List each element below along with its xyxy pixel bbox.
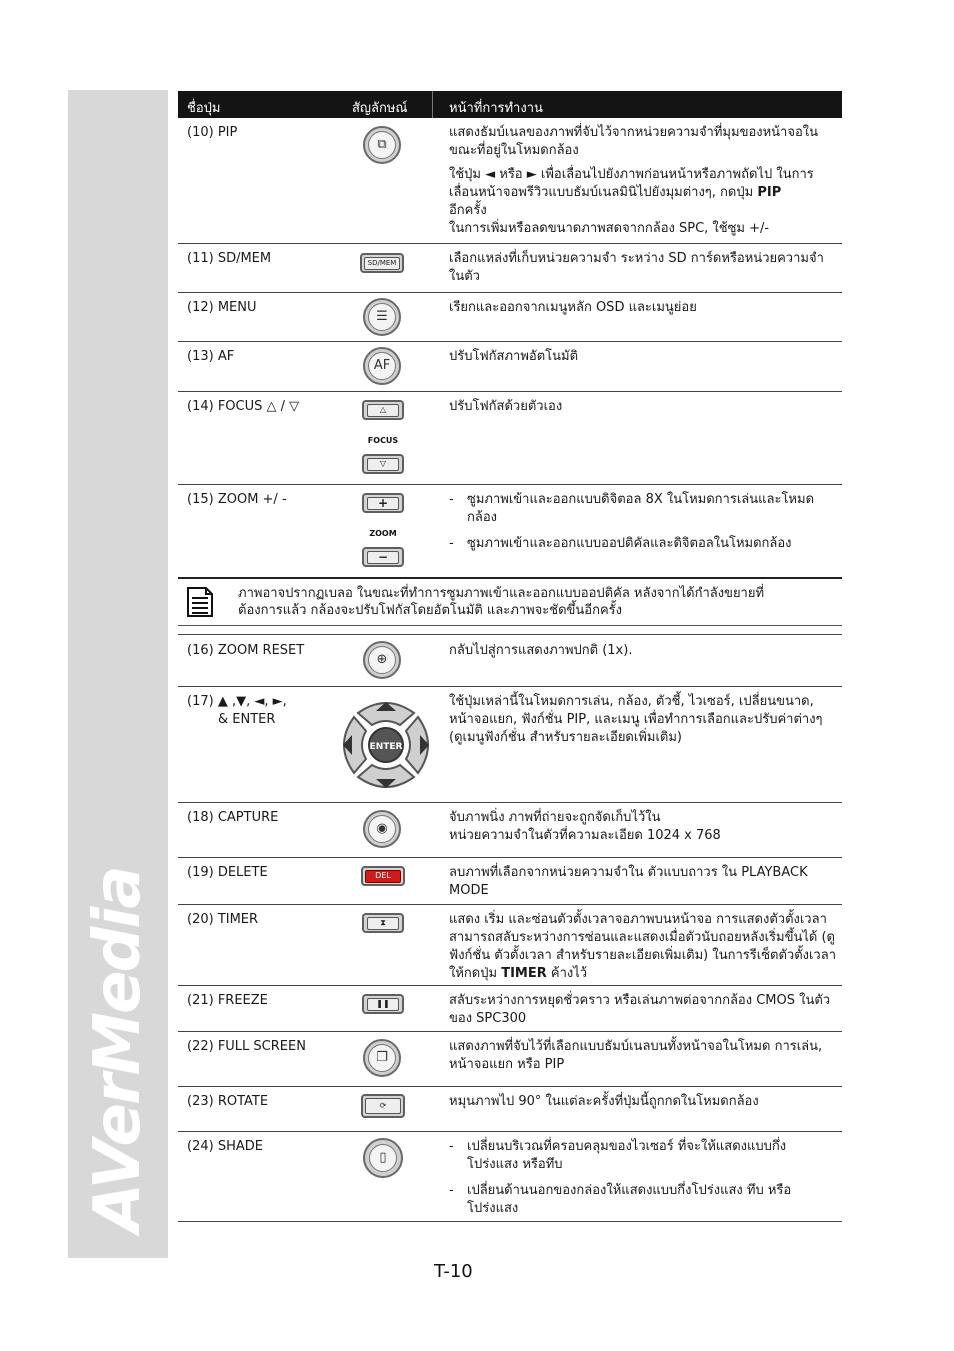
header-function: หน้าที่การทำงาน (449, 101, 543, 116)
table-row (178, 392, 842, 485)
table-row (178, 1087, 842, 1132)
zoom-out-icon: − (362, 547, 404, 567)
row-name: (21) FREEZE (187, 993, 268, 1008)
rotate-icon: ⟳ (361, 1094, 405, 1118)
description-bullet: - ซูมภาพเข้าและออกแบบดิจิตอล 8X ในโหมดการเล่นและโหมดกล้อง (449, 491, 836, 527)
row-name: (15) ZOOM +/ - (187, 492, 287, 507)
row-name: (23) ROTATE (187, 1094, 269, 1109)
row-description: ปรับโฟกัสด้วยตัวเอง (449, 399, 563, 414)
zoom-reset-icon: ⊕ (363, 641, 401, 679)
row-name: (14) FOCUS △ / ▽ (187, 399, 300, 414)
row-description: สลับระหว่างการหยุดชั่วคราว หรือเล่นภาพต่อจากกล้อง CMOS ในตัวของ SPC300 (449, 993, 831, 1026)
header-divider (432, 91, 433, 118)
note-text: ภาพอาจปรากฏเบลอ ในขณะที่ทำการซูมภาพเข้าและออกแบบออปติคัล หลังจากได้กำลังขยายที่ต้องการแล้ว กล้องจะปรับโฟกัสโดยอัตโนมัติ และภาพจะชัดขึ้นอีกครั้ง (238, 586, 765, 618)
row-description: จับภาพนิ่ง ภาพที่ถ่ายจะถูกจัดเก็บไว้ใน หน่วยความจำในตัวที่ความละเอียด 1024 x 768 (449, 810, 721, 843)
table-row (178, 858, 842, 905)
note-icon (186, 586, 214, 618)
row-description: เรียกและออกจากเมนูหลัก OSD และเมนูย่อย (449, 300, 697, 315)
menu-icon: ☰ (363, 298, 401, 336)
row-name: (11) SD/MEM (187, 251, 272, 266)
zoom-in-icon: + (362, 493, 404, 513)
divider (178, 634, 842, 635)
row-description: แสดงภาพที่จับไว้ที่เลือกแบบธัมบ์เนลบนทั้งหน้าจอในโหมด การเล่น, หน้าจอแยก หรือ PIP (449, 1039, 823, 1072)
focus-down-icon: ▽ (362, 454, 404, 474)
row-description (449, 491, 836, 561)
table-header (178, 91, 842, 118)
row-name: (24) SHADE (187, 1139, 263, 1154)
button-table-continued (178, 636, 842, 1222)
description-bullet: - เปลี่ยนบริเวณที่ครอบคลุมของไวเซอร์ ที่จะให้แสดงแบบกึ่งโปร่งแสง หรือทึบ (449, 1138, 836, 1174)
shade-icon: ▯ (363, 1138, 403, 1178)
header-name: ชื่อปุ่ม (187, 101, 221, 116)
focus-up-icon: △ (362, 400, 404, 420)
page-number: T-10 (434, 1261, 473, 1282)
row-description: แสดง เริ่ม และซ่อนตัวตั้งเวลาจอภาพบนหน้าจอ การแสดงตัวตั้งเวลาสามารถสลับระหว่างการซ่อนและแสดงเมื่อตัวนับถอยหลังเริ่มขึ้นได้ (ดูฟังก์ชั่น ตัวตั้งเวลา สำหรับรายละเอียดเพิ่มเติม) ในการรีเซ็ตตัวตั้งเวลา ให้กดปุ่ม TIMER ค้างไว้ (449, 912, 836, 981)
description-text: ในการเพิ่มหรือลดขนาดภาพสดจากกล้อง SPC, ใช้ซูม +/- (449, 221, 770, 236)
navigation-pad-icon (336, 695, 436, 795)
row-name: (19) DELETE (187, 865, 268, 880)
button-table (178, 91, 842, 579)
camera-icon: ◉ (363, 810, 401, 848)
table-row (178, 905, 842, 986)
table-row (178, 1132, 842, 1222)
table-row (178, 118, 842, 244)
table-row (178, 636, 842, 687)
row-description (449, 1138, 836, 1226)
description-bullet: - ซูมภาพเข้าและออกแบบออปติคัลและดิจิตอลในโหมดกล้อง (449, 535, 836, 553)
row-name: (17) ▲ ,▼, ◄, ►, & ENTER (187, 694, 287, 727)
table-row (178, 803, 842, 858)
full-screen-icon: ❐ (363, 1039, 401, 1077)
row-name: (12) MENU (187, 300, 257, 315)
table-row (178, 1032, 842, 1087)
table-row (178, 986, 842, 1032)
row-description: ลบภาพที่เลือกจากหน่วยความจำใน ตัวแบบถาวร ใน PLAYBACK MODE (449, 865, 808, 898)
row-description: กลับไปสู่การแสดงภาพปกติ (1x). (449, 643, 633, 658)
sd-mem-icon: SD/MEM (360, 253, 404, 273)
brand-logo: AVerMedia (81, 867, 155, 1233)
description-text: แสดงธัมบ์เนลของภาพที่จับไว้จากหน่วยความจำที่มุมของหน้าจอในขณะที่อยู่ในโหมดกล้อง (449, 125, 819, 158)
row-name: (22) FULL SCREEN (187, 1039, 306, 1054)
af-icon: AF (363, 347, 401, 385)
note-box (178, 577, 842, 626)
row-description (449, 124, 836, 238)
zoom-label: ZOOM (369, 529, 397, 538)
focus-label: FOCUS (367, 436, 399, 445)
row-description: ปรับโฟกัสภาพอัตโนมัติ (449, 349, 579, 364)
table-row (178, 293, 842, 342)
row-name: (13) AF (187, 349, 235, 364)
row-description: ใช้ปุ่มเหล่านี้ในโหมดการเล่น, กล้อง, ตัวชี้, ไวเซอร์, เปลี่ยนขนาด, หน้าจอแยก, ฟังก์ชั่น PIP, และเมนู เพื่อทำการเลือกและปรับค่าต่างๆ (ดูเมนูฟังก์ชั่น สำหรับรายละเอียดเพิ่มเติม) (449, 694, 823, 745)
description-bullet: - เปลี่ยนด้านนอกของกล่องให้แสดงแบบกึ่งโปร่งแสง ทึบ หรือโปร่งแสง (449, 1182, 836, 1218)
pip-icon: ⧉ (363, 126, 401, 164)
table-row (178, 244, 842, 293)
row-description: หมุนภาพไป 90° ในแต่ละครั้งที่ปุ่มนี้ถูกกดในโหมดกล้อง (449, 1094, 759, 1109)
description-text: ใช้ปุ่ม ◄ หรือ ► เพื่อเลื่อนไปยังภาพก่อนหน้าหรือภาพถัดไป ในการเลื่อนหน้าจอพรีวิวแบบธัมบ์เนลมินิไปยังมุมต่างๆ, กดปุ่ม PIP (449, 167, 814, 200)
table-row (178, 485, 842, 579)
delete-icon: DEL (361, 866, 405, 886)
timer-icon: ⧗ (362, 913, 404, 933)
row-description: เลือกแหล่งที่เก็บหน่วยความจำ ระหว่าง SD การ์ดหรือหน่วยความจำในตัว (449, 251, 824, 284)
table-row (178, 342, 842, 392)
row-name: (18) CAPTURE (187, 810, 279, 825)
description-text: อีกครั้ง (449, 203, 487, 218)
row-name: (16) ZOOM RESET (187, 643, 305, 658)
header-symbol: สัญลักษณ์ (352, 101, 408, 116)
table-row (178, 687, 842, 803)
svg-text:ENTER: ENTER (369, 742, 403, 752)
row-name: (10) PIP (187, 125, 238, 140)
pause-icon: ❚❚ (362, 994, 404, 1014)
row-name: (20) TIMER (187, 912, 259, 927)
